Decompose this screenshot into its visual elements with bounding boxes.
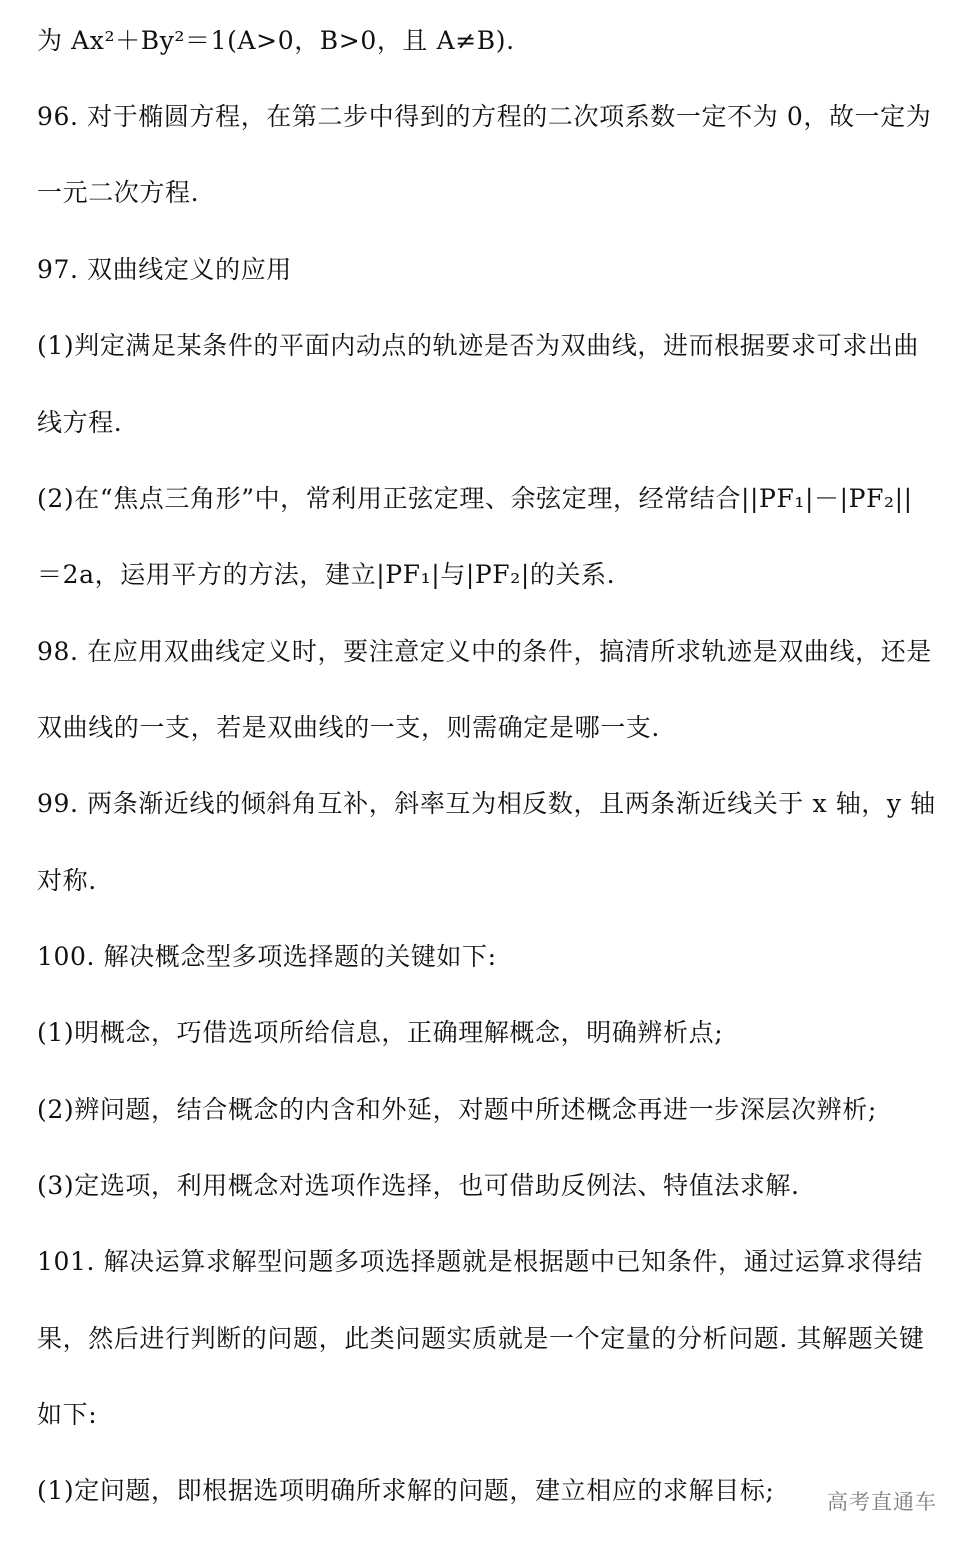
watermark: 高考直通车 <box>827 1490 937 1514</box>
text-line: ＝2a，运用平方的方法，建立|PF₁|与|PF₂|的关系. <box>37 560 616 589</box>
text-line: 对称. <box>37 866 97 895</box>
text-line: 为 Ax²＋By²＝1(A>0，B>0，且 A≠B). <box>37 26 515 55</box>
text-line: 99. 两条渐近线的倾斜角互补，斜率互为相反数，且两条渐近线关于 x 轴，y 轴 <box>37 789 936 818</box>
text-line: 线方程. <box>37 408 123 437</box>
text-line: 101. 解决运算求解型问题多项选择题就是根据题中已知条件，通过运算求得结 <box>37 1247 923 1276</box>
text-line: (2)辨问题，结合概念的内含和外延，对题中所述概念再进一步深层次辨析; <box>37 1095 877 1124</box>
text-line: 96. 对于椭圆方程，在第二步中得到的方程的二次项系数一定不为 0，故一定为 <box>37 102 932 131</box>
text-line: 如下: <box>37 1400 98 1429</box>
text-line: (2)在“焦点三角形”中，常利用正弦定理、余弦定理，经常结合||PF₁|－|PF₂|| <box>37 484 913 513</box>
text-line: (3)定选项，利用概念对选项作选择，也可借助反例法、特值法求解. <box>37 1171 800 1200</box>
text-line: 97. 双曲线定义的应用 <box>37 255 292 284</box>
text-line: 果，然后进行判断的问题，此类问题实质就是一个定量的分析问题. 其解题关键 <box>37 1324 925 1353</box>
text-line: 双曲线的一支，若是双曲线的一支，则需确定是哪一支. <box>37 713 660 742</box>
text-line: (1)定问题，即根据选项明确所求解的问题，建立相应的求解目标; <box>37 1476 775 1505</box>
text-line: 一元二次方程. <box>37 178 200 207</box>
text-line: 98. 在应用双曲线定义时，要注意定义中的条件，搞清所求轨迹是双曲线，还是 <box>37 637 932 666</box>
text-line: (1)明概念，巧借选项所给信息，正确理解概念，明确辨析点; <box>37 1018 724 1047</box>
text-line: (1)判定满足某条件的平面内动点的轨迹是否为双曲线，进而根据要求可求出曲 <box>37 331 920 360</box>
text-line: 100. 解决概念型多项选择题的关键如下: <box>37 942 497 971</box>
